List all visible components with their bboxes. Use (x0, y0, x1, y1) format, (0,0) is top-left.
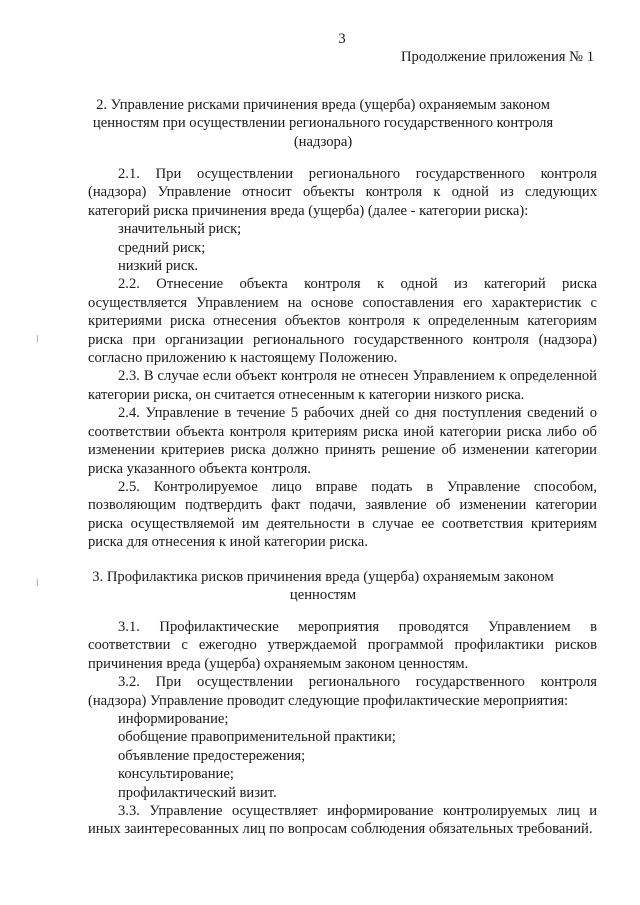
paragraph-2-4: 2.4. Управление в течение 5 рабочих дней со дня поступления сведений о соответствии объекта контроля критериям риска иной категории риска либо об изменении критериев риска должно принять решение об изменении категории риска указанного объекта контроля. (88, 405, 597, 477)
appendix-continuation-label: Продолжение приложения № 1 (401, 49, 594, 65)
paragraph-2-5: 2.5. Контролируемое лицо вправе подать в Управление способом, позволяющим подтвердить факт подачи, заявление об изменении категории риска осуществляемой им деятельности в случае ее соответствия критериям риска для отнесения к иной категории риска. (88, 478, 597, 551)
list-item: консультирование; (118, 766, 234, 783)
preventive-measures-list (88, 710, 597, 802)
paragraph-2-1: 2.1. При осуществлении регионального государственного контроля (надзора) Управление относит объекты контроля к одной из следующих категорий риска причинения вреда (ущерба) (далее - категории риска): (88, 166, 597, 219)
section-3-body (88, 618, 597, 839)
page-number: 3 (338, 31, 346, 47)
section-2-heading: 2. Управление рисками причинения вреда (ущерба) охраняемым законом ценностям при осуществлении регионального государственного контроля (надзора) (92, 97, 554, 150)
margin-tick-mark: ׀ (36, 334, 39, 344)
list-item: информирование; (118, 711, 229, 728)
list-item: объявление предостережения; (118, 747, 306, 764)
paragraph-2-2: 2.2. Отнесение объекта контроля к одной из категорий риска осуществляется Управлением на основе сопоставления его характеристик с критериями риска отнесения объектов контроля к определенным категориям риска при организации регионального государственного контроля (надзора) согласно приложению к настоящему Положению. (88, 276, 597, 367)
list-item: средний риск; (118, 239, 206, 256)
paragraph-2-3: 2.3. В случае если объект контроля не отнесен Управлением к определенной категории риска, он считается отнесенным к категории низкого риска. (88, 368, 597, 403)
list-item: значительный риск; (118, 221, 242, 238)
section-3-heading: 3. Профилактика рисков причинения вреда (ущерба) охраняемым законом ценностям (92, 569, 554, 604)
list-item: низкий риск. (118, 258, 199, 275)
section-2-body (88, 165, 597, 552)
margin-tick-mark: ׀ (36, 578, 39, 588)
list-item: профилактический визит. (118, 784, 277, 801)
paragraph-3-2: 3.2. При осуществлении регионального государственного контроля (надзора) Управление проводит следующие профилактические мероприятия: (88, 674, 597, 709)
paragraph-3-3: 3.3. Управление осуществляет информирование контролируемых лиц и иных заинтересованных лиц по вопросам соблюдения обязательных требований. (88, 803, 597, 838)
paragraph-3-1: 3.1. Профилактические мероприятия проводятся Управлением в соответствии с ежегодно утверждаемой программой профилактики рисков причинения вреда (ущерба) охраняемым законом ценностям. (88, 619, 597, 672)
list-item: обобщение правоприменительной практики; (118, 729, 396, 746)
risk-category-list (88, 220, 597, 275)
